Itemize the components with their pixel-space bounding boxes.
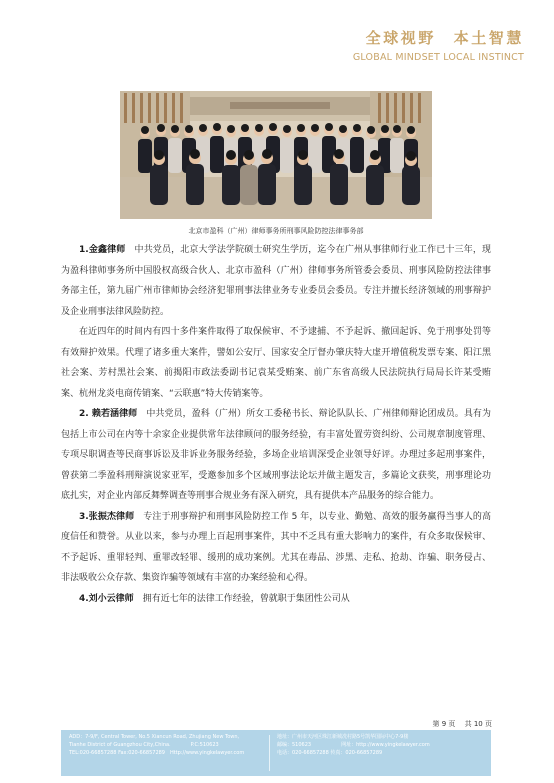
profile-name: 2. 赖若涵律师 — [79, 409, 138, 419]
brand-slogan-cn: 全球视野 本土智慧 — [365, 29, 524, 47]
footer-address-en-line1: ADD：7-9/F, Central Tower, No.5 Xiancun Road, Zhujiang New Town, — [69, 734, 240, 740]
profile-text: 专注于刑事辩护和刑事风险防控工作 5 年，以专业、勤勉、高效的服务赢得当事人的高度信任和赞誉。从业以来，参与办理上百起刑事案件，其中不乏具有重大影响力的案件，有众多取保候审、不予起诉、重罪轻判、重罪改轻罪、缓刑的成功案例。尤其在毒品、涉黑、走私、抢劫、诈骗、职务侵占、非法吸收公众存款、集资诈骗等领域有丰富的办案经验和心得。 — [61, 511, 491, 583]
profile-paragraph — [61, 240, 491, 322]
team-photo — [120, 91, 432, 219]
footer-chinese-block — [277, 733, 430, 757]
profile-text: 中共党员，盈科（广州）所女工委秘书长、辩论队队长、广州律师辩论团成员。具有为包括上市公司在内等十余家企业提供常年法律顾问的服务经验，有丰富处置劳资纠纷、公司规章制度管理、专项尽职调查等民商事诉讼及非诉业务服务经验，多场企业培训深受企业领导好评。办理过多起刑事案件，曾获第二季盈科刑辩演说家亚军，受邀参加多个区域刑事法论坛并做主题发言，多篇论文获奖，刑事理论功底扎实，对企业内部反舞弊调查等刑事合规业务有深入研究，具有提供本产品服务的综合能力。 — [61, 409, 491, 501]
footer-english-block — [69, 733, 244, 757]
profile-text: 拥有近七年的法律工作经验，曾就职于集团性公司从 — [133, 593, 350, 604]
profile-name: 4.刘小云律师 — [79, 593, 134, 604]
profile-text: 中共党员，北京大学法学院硕士研究生学历，迄今在广州从事律师行业工作已十三年，现为盈科律师事务所中国股权高级合伙人、北京市盈科（广州）律师事务所管委会委员、刑事风险防控法律事务部主任，第九届广州市律师协会经济犯罪刑事法律业务专业委员会委员。专注并擅长经济领域的刑事辩护及企业刑事法律风险防控。 — [61, 245, 491, 317]
footer-address-en-line2: Tianhe District of Guangzhou City,China. P.C:510623 — [69, 742, 219, 748]
profile-paragraph — [61, 507, 491, 589]
profile-paragraph — [61, 322, 491, 404]
footer-contact-cn: 电话：020-66857288 传真：020-66857289 — [277, 750, 383, 756]
profile-paragraph — [61, 589, 491, 610]
lawyer-profiles — [61, 240, 491, 609]
profile-name: 3.张振杰律师 — [79, 511, 135, 522]
page-number: 第 9 页 共 10 页 — [432, 720, 492, 728]
footer-address-cn: 地址：广州市天河区珠江新城冼村路5号凯华国际中心7-9楼 — [277, 734, 409, 740]
profile-name: 1.金鑫律师 — [79, 245, 126, 255]
photo-caption: 北京市盈科（广州）律师事务所刑事风险防控法律事务部 — [188, 227, 364, 235]
brand-slogan-en: GLOBAL MINDSET LOCAL INSTINCT — [352, 52, 524, 63]
profile-text: 在近四年的时间内有四十多件案件取得了取保候审、不予逮捕、不予起诉、撤回起诉、免于刑事处罚等有效辩护效果。代理了诸多重大案件，譬如公安厅、国家安全厅督办肇庆特大虚开增值税发票专案、阳江黑社会案、芳村黑社会案、前揭阳市政法委副书记袁某受贿案、前广东省高级人民法院执行局局长许某受贿案、杭州龙炎电商传销案、“云联惠”特大传销案等。 — [61, 327, 491, 399]
footer-contact-en: TEL:020-66857288 Fax:020-66857289 Http://www.yingkelawyer.com — [69, 750, 245, 756]
footer-divider — [269, 735, 270, 771]
footer-contact-bar — [61, 730, 491, 776]
profile-paragraph — [61, 404, 491, 507]
footer-postcode-cn: 邮编：510623 网址：http://www.yingkelawyer.com — [277, 742, 430, 748]
